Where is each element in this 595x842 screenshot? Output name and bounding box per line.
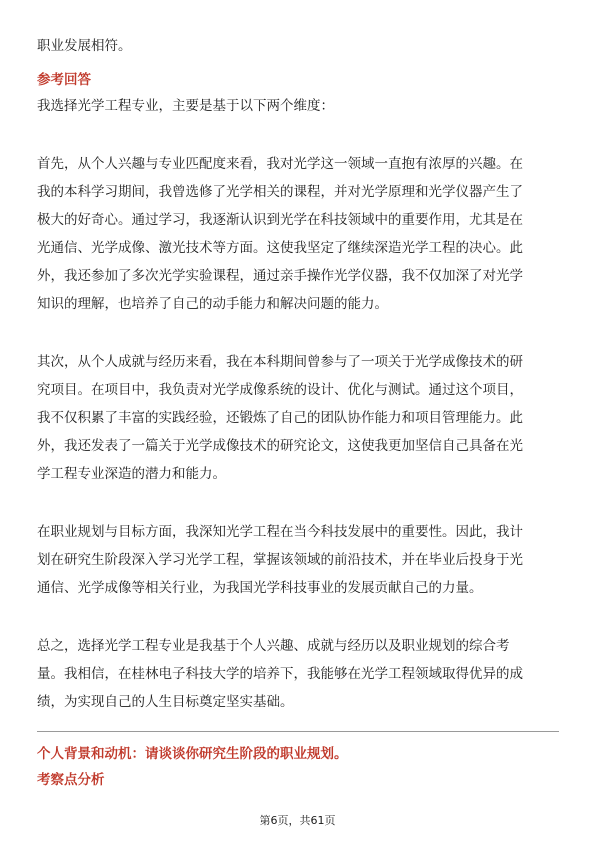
paragraph-4-line-3: 绩，为实现自己的人生目标奠定坚实基础。 — [37, 694, 294, 710]
paragraph-1-line-6: 知识的理解，也培养了自己的动手能力和解决问题的能力。 — [37, 296, 388, 312]
paragraph-1-line-5: 外，我还参加了多次光学实验课程，通过亲手操作光学仪器，我不仅加深了对光学 — [37, 268, 523, 284]
paragraph-3-line-2: 划在研究生阶段深入学习光学工程，掌握该领域的前沿技术，并在毕业后投身于光 — [37, 552, 523, 568]
page-footer: 第6页，共61页 — [259, 814, 336, 827]
paragraph-1-line-3: 极大的好奇心。通过学习，我逐渐认识到光学在科技领域中的重要作用，尤其是在 — [37, 212, 523, 228]
analysis-heading: 考察点分析 — [37, 772, 105, 788]
section-divider — [37, 731, 559, 732]
paragraph-3-line-3: 通信、光学成像等相关行业，为我国光学科技事业的发展贡献自己的力量。 — [37, 580, 483, 596]
paragraph-2-line-5: 学工程专业深造的潜力和能力。 — [37, 466, 226, 482]
paragraph-2-line-3: 我不仅积累了丰富的实践经验，还锻炼了自己的团队协作能力和项目管理能力。此 — [37, 410, 523, 426]
paragraph-2-line-4: 外，我还发表了一篇关于光学成像技术的研究论文，这使我更加坚信自己具备在光 — [37, 438, 523, 454]
paragraph-1-line-4: 光通信、光学成像、激光技术等方面。这使我坚定了继续深造光学工程的决心。此 — [37, 240, 523, 256]
paragraph-2-line-2: 究项目。在项目中，我负责对光学成像系统的设计、优化与测试。通过这个项目， — [37, 382, 523, 398]
paragraph-3-line-1: 在职业规划与目标方面，我深知光学工程在当今科技发展中的重要性。因此，我计 — [37, 524, 523, 540]
answer-heading: 参考回答 — [37, 72, 91, 88]
paragraph-4-line-2: 量。我相信，在桂林电子科技大学的培养下，我能够在光学工程领域取得优异的成 — [37, 666, 523, 682]
paragraph-2-line-1: 其次，从个人成就与经历来看，我在本科期间曾参与了一项关于光学成像技术的研 — [37, 354, 523, 370]
next-question: 个人背景和动机：请谈谈你研究生阶段的职业规划。 — [37, 746, 348, 762]
top-line: 职业发展相符。 — [37, 38, 132, 54]
paragraph-1-line-2: 我的本科学习期间，我曾选修了光学相关的课程，并对光学原理和光学仪器产生了 — [37, 184, 523, 200]
paragraph-4-line-1: 总之，选择光学工程专业是我基于个人兴趣、成就与经历以及职业规划的综合考 — [37, 638, 510, 654]
intro-line: 我选择光学工程专业，主要是基于以下两个维度： — [37, 98, 334, 114]
paragraph-1-line-1: 首先，从个人兴趣与专业匹配度来看，我对光学这一领域一直抱有浓厚的兴趣。在 — [37, 156, 523, 172]
